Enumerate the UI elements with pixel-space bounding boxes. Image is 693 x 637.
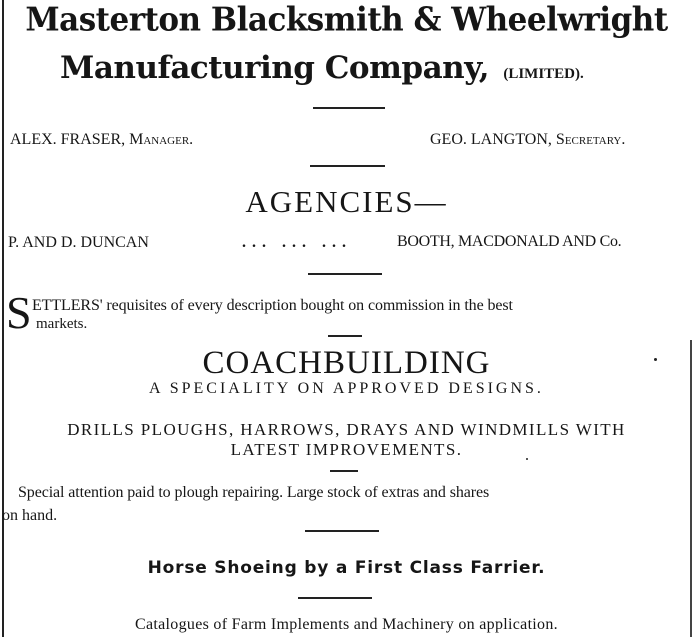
- divider-rule: [330, 470, 358, 472]
- manager-line: ALEX. FRASER, Manager.: [10, 131, 194, 148]
- drills-line1: DRILLS PLOUGHS, HARROWS, DRAYS AND WINDMILLS WITH: [67, 420, 626, 439]
- agency-dots: ... ... ...: [242, 234, 352, 251]
- coachbuilding-heading: COACHBUILDING: [202, 345, 491, 381]
- agency-left: P. AND D. DUNCAN: [8, 234, 149, 251]
- ink-speck: [654, 358, 657, 361]
- settlers-line1: ETTLERS' requisites of every description bought on commission in the best: [32, 297, 513, 314]
- divider-rule: [310, 165, 385, 167]
- special-line1: Special attention paid to plough repairing. Large stock of extras and shares: [18, 484, 490, 501]
- horse-shoeing-line: Horse Shoeing by a First Class Farrier.: [147, 558, 546, 578]
- settlers-dropcap: S: [6, 287, 32, 338]
- company-title-line1: Masterton Blacksmith & Wheelwright: [25, 1, 668, 39]
- coachbuilding-subheading: A SPECIALITY ON APPROVED DESIGNS.: [149, 380, 544, 397]
- settlers-line2: markets.: [36, 316, 88, 332]
- left-border-line: [2, 0, 4, 637]
- divider-rule: [305, 530, 379, 532]
- divider-rule: [298, 597, 372, 599]
- divider-rule: [313, 107, 385, 109]
- divider-rule: [308, 273, 382, 275]
- catalogues-line: Catalogues of Farm Implements and Machinery on application.: [135, 616, 558, 633]
- company-title-line2-text: Manufacturing Company,: [60, 50, 490, 86]
- company-title-line2: [60, 50, 680, 86]
- divider-rule: [328, 335, 362, 337]
- agency-right: BOOTH, MACDONALD AND Co.: [397, 233, 622, 250]
- limited-label: (LIMITED).: [503, 66, 584, 82]
- secretary-line: GEO. LANGTON, Secretary.: [430, 131, 626, 148]
- drills-line2: LATEST IMPROVEMENTS.: [230, 440, 463, 459]
- special-line2: on hand.: [2, 507, 58, 524]
- ink-speck: [526, 458, 528, 460]
- agencies-heading: AGENCIES—: [245, 184, 448, 219]
